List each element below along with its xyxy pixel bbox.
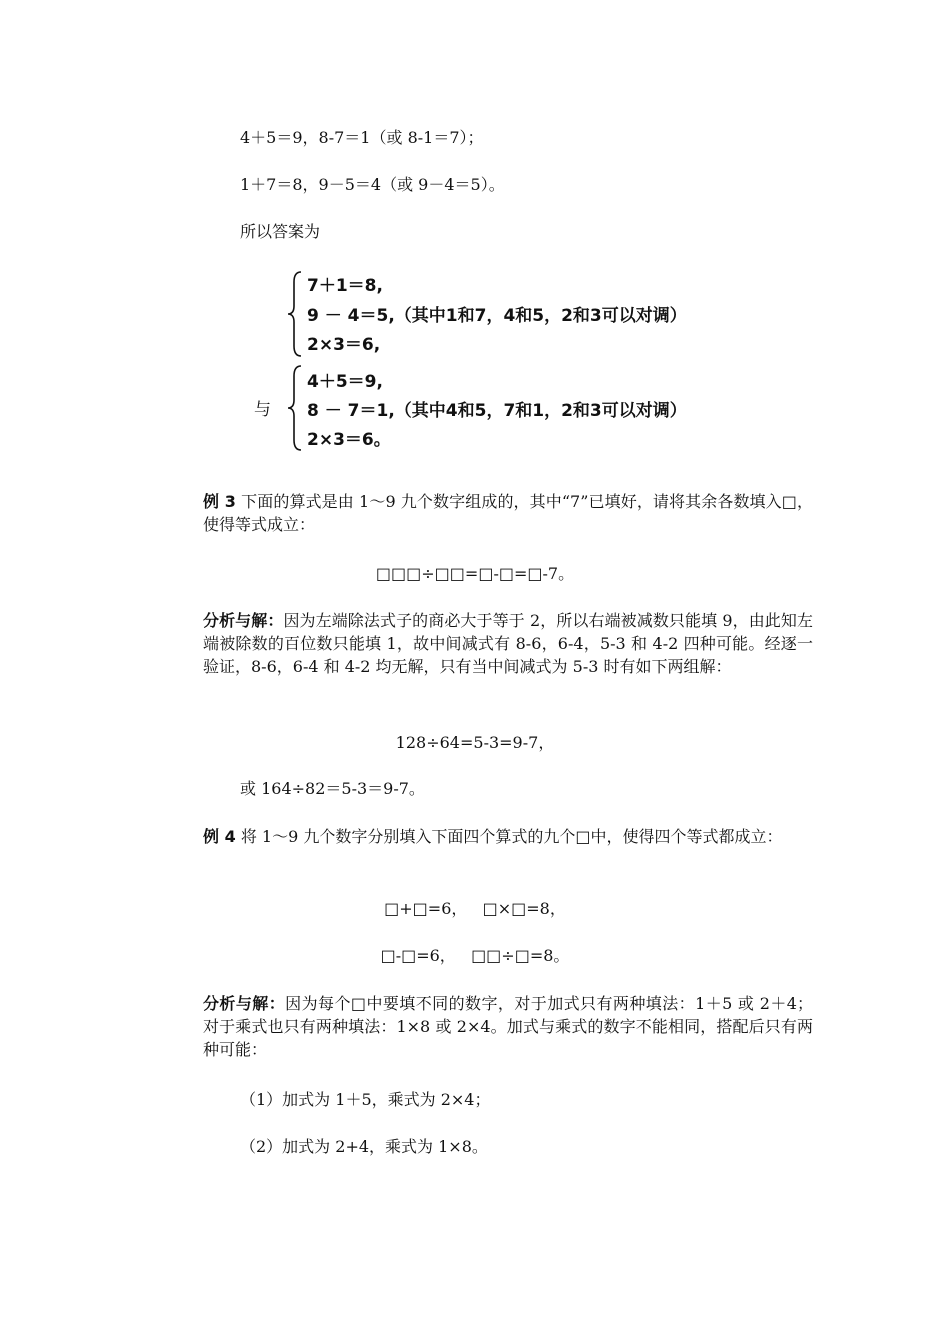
text-line-3: 所以答案为 [240, 222, 321, 241]
example-4-problem [203, 825, 813, 848]
answer-system-1 [285, 268, 705, 360]
example-3-solution-1: 128÷64=5-3=9-7， [395, 733, 555, 752]
example-4-equations-row-2: □-□=6， □□÷□=8。 [380, 946, 570, 965]
example-3-solution-2: 或 164÷82＝5-3＝9-7。 [240, 779, 425, 798]
example-4-analysis [203, 992, 813, 1061]
example-3-problem [203, 490, 813, 536]
example-4-label: 例 4 [203, 827, 236, 846]
text-line-2: 1＋7＝8，9－5＝4（或 9－4＝5）。 [240, 175, 505, 194]
example-3-analysis-text: 因为左端除法式子的商必大于等于 2，所以右端被减数只能填 9，由此知左端被除数的百位数只能填 1，故中间减式有 8-6，6-4，5-3 和 4-2 四种可能。经逐一验证，8-6，6-4 和 4-2 均无解，只有当中间减式为 5-3 时有如下两组解： [203, 611, 813, 676]
example-4-equations-row-1: □+□=6， □×□=8， [384, 899, 566, 918]
system2-prefix: 与 [254, 400, 271, 420]
example-4-analysis-text: 因为每个□中要填不同的数字，对于加式只有两种填法：1＋5 或 2＋4；对于乘式也只有两种填法：1×8 或 2×4。加式与乘式的数字不能相同，搭配后只有两种可能： [203, 994, 813, 1059]
system1-row-1: 7＋1＝8, [307, 276, 383, 296]
example-4-case-1: （1）加式为 1＋5，乘式为 2×4； [240, 1090, 491, 1109]
text-line-1: 4＋5＝9，8-7＝1（或 8-1＝7）； [240, 128, 484, 147]
system2-row-2: 8 － 7＝1,（其中4和5，7和1，2和3可以对调） [307, 401, 687, 421]
example-3-label: 例 3 [203, 492, 236, 511]
example-3-text: 下面的算式是由 1～9 九个数字组成的，其中“7”已填好，请将其余各数填入□，使得等式成立： [203, 492, 813, 534]
system1-row-3: 2×3＝6, [307, 335, 381, 355]
example-4-case-2: （2）加式为 2+4，乘式为 1×8。 [240, 1137, 488, 1156]
left-brace-icon [285, 270, 305, 358]
example-3-analysis-label: 分析与解： [203, 611, 284, 630]
left-brace-icon [285, 364, 305, 452]
system2-row-3: 2×3＝6。 [307, 430, 391, 450]
answer-system-2 [250, 362, 710, 454]
system1-row-2: 9 － 4＝5,（其中1和7，4和5，2和3可以对调） [307, 306, 687, 326]
example-4-text: 将 1～9 九个数字分别填入下面四个算式的九个□中，使得四个等式都成立： [240, 827, 783, 846]
example-3-equation: □□□÷□□=□-□=□-7。 [375, 564, 575, 583]
example-4-analysis-label: 分析与解： [203, 994, 286, 1013]
example-3-analysis [203, 609, 813, 678]
system2-row-1: 4＋5＝9, [307, 372, 383, 392]
